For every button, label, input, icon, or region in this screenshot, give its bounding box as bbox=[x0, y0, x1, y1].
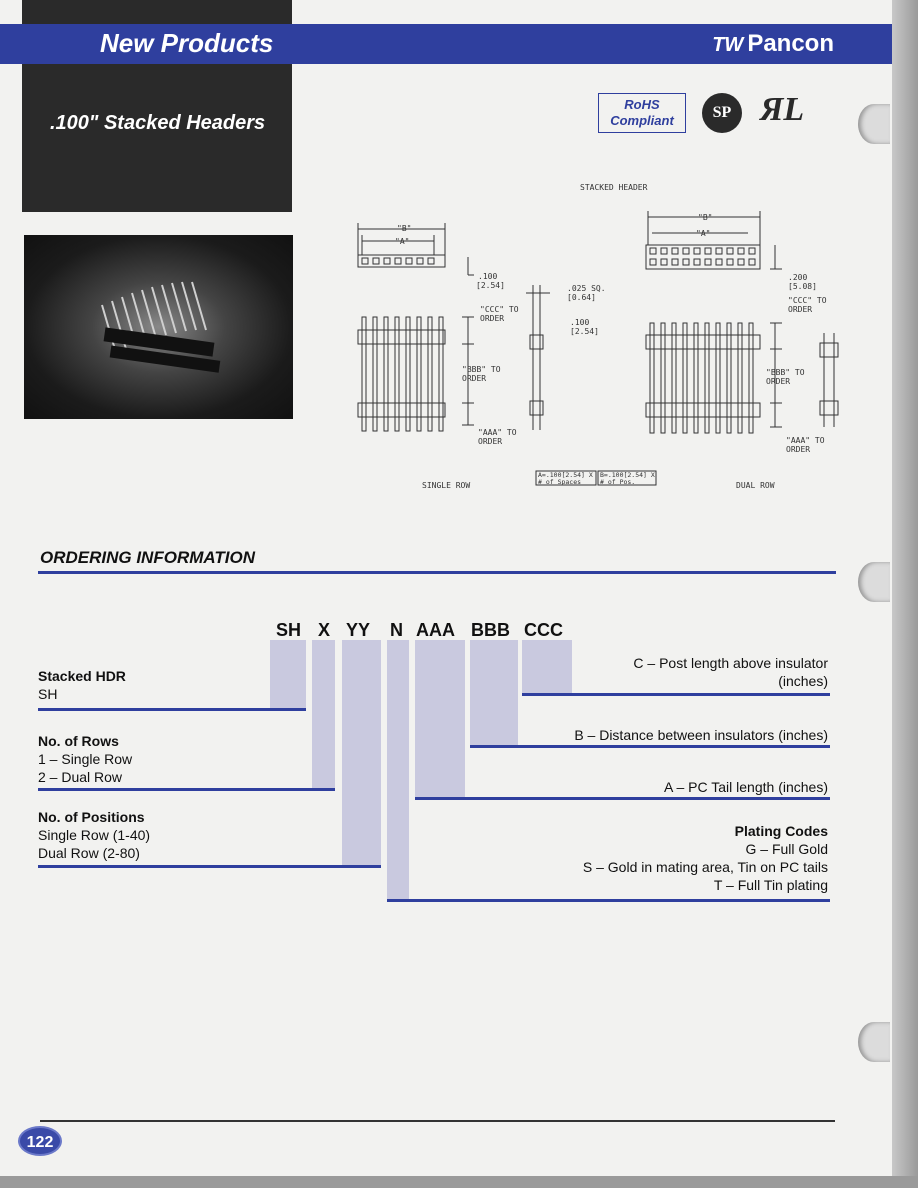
col-ccc bbox=[522, 640, 572, 694]
positions-label: No. of Positions bbox=[38, 809, 145, 825]
rule-x bbox=[38, 788, 335, 791]
brand-logo: TW Pancon bbox=[712, 30, 834, 57]
plating-option-g: G – Full Gold bbox=[745, 841, 828, 857]
ordering-title: ORDERING INFORMATION bbox=[40, 548, 256, 567]
rule-sh bbox=[38, 708, 306, 711]
formula-a: A=.100[2.54] X # of Spaces bbox=[538, 471, 593, 486]
positions-option-2: Dual Row (2-80) bbox=[38, 845, 140, 861]
dual-row-label: DUAL ROW bbox=[736, 481, 775, 490]
header-title: New Products bbox=[100, 28, 274, 58]
rule-yy bbox=[38, 865, 381, 868]
header-bar bbox=[0, 24, 892, 64]
stacked-hdr-label: Stacked HDR bbox=[38, 668, 126, 684]
pitch-254-single: [2.54] bbox=[476, 281, 505, 290]
page-edge-bottom bbox=[0, 1176, 918, 1188]
positions-option-1: Single Row (1-40) bbox=[38, 827, 151, 843]
ul-logo: ЯL bbox=[760, 91, 805, 128]
dim-a-dual: "A" bbox=[696, 229, 711, 238]
c-description: C – Post length above insulator (inches) bbox=[633, 655, 828, 689]
ccc-order-single: "CCC" TO ORDER bbox=[480, 305, 519, 323]
pin-square-size: .025 SQ. bbox=[567, 284, 606, 293]
technical-drawing bbox=[350, 205, 850, 495]
formula-b: B=.100[2.54] X # of Pos. bbox=[600, 471, 655, 486]
aaa-order-dual: "AAA" TO ORDER bbox=[786, 436, 825, 454]
rule-aaa bbox=[415, 797, 830, 800]
col-x bbox=[312, 640, 335, 790]
pitch-100-end: .100 bbox=[570, 318, 590, 327]
ccc-order-dual: "CCC" TO ORDER bbox=[788, 296, 827, 314]
binder-hole-bottom bbox=[858, 1022, 890, 1062]
rows-field bbox=[38, 732, 132, 786]
binder-hole-middle bbox=[858, 562, 890, 602]
page-number: 122 bbox=[18, 1126, 62, 1156]
single-row-label: SINGLE ROW bbox=[422, 481, 471, 490]
certification-badges bbox=[598, 93, 838, 138]
footer-rule bbox=[40, 1120, 835, 1122]
code-x: X bbox=[318, 620, 331, 640]
dim-b-dual: "B" bbox=[698, 213, 713, 222]
page-edge-right bbox=[892, 0, 918, 1188]
product-photo bbox=[24, 235, 293, 419]
code-ccc: CCC bbox=[524, 620, 563, 640]
code-bbb: BBB bbox=[471, 620, 510, 640]
dim-a-single: "A" bbox=[395, 237, 410, 246]
plating-option-s: S – Gold in mating area, Tin on PC tails bbox=[582, 859, 828, 875]
code-yy: YY bbox=[346, 620, 371, 640]
stacked-hdr-field bbox=[38, 667, 126, 703]
rule-n bbox=[387, 899, 830, 902]
pitch-100-single: .100 bbox=[478, 272, 498, 281]
col-sh bbox=[270, 640, 306, 710]
rohs-badge: RoHS Compliant bbox=[598, 93, 686, 133]
rule-ccc bbox=[522, 693, 830, 696]
col-yy bbox=[342, 640, 381, 867]
csa-logo: SP bbox=[702, 93, 742, 133]
code-aaa: AAA bbox=[416, 620, 455, 640]
product-title: .100" Stacked Headers bbox=[50, 112, 266, 134]
dim-b-single: "B" bbox=[397, 224, 412, 233]
ordering-divider bbox=[38, 571, 836, 574]
stacked-hdr-value: SH bbox=[38, 686, 58, 702]
header-pins-illustration bbox=[24, 235, 293, 419]
col-aaa bbox=[415, 640, 465, 798]
code-sh: SH bbox=[276, 620, 302, 640]
aaa-order-single: "AAA" TO ORDER bbox=[478, 428, 517, 446]
dim-200: .200 bbox=[788, 273, 808, 282]
stacked-header-label: STACKED HEADER bbox=[580, 183, 648, 192]
plating-field bbox=[583, 822, 828, 894]
plating-label: Plating Codes bbox=[734, 823, 828, 839]
rows-label: No. of Rows bbox=[38, 733, 119, 749]
dim-508: [5.08] bbox=[788, 282, 817, 291]
rule-bbb bbox=[470, 745, 830, 748]
a-description: A – PC Tail length (inches) bbox=[664, 779, 828, 795]
pitch-254-end: [2.54] bbox=[570, 327, 599, 336]
code-n: N bbox=[390, 620, 403, 640]
b-description: B – Distance between insulators (inches) bbox=[574, 727, 828, 743]
col-bbb bbox=[470, 640, 518, 746]
bbb-order-dual: "BBB" TO ORDER bbox=[766, 368, 805, 386]
binder-hole-top bbox=[858, 104, 890, 144]
col-n bbox=[387, 640, 409, 900]
rows-option-2: 2 – Dual Row bbox=[38, 769, 123, 785]
rows-option-1: 1 – Single Row bbox=[38, 751, 133, 767]
positions-field bbox=[38, 808, 150, 862]
plating-option-t: T – Full Tin plating bbox=[713, 877, 828, 893]
bbb-order-single: "BBB" TO ORDER bbox=[462, 365, 501, 383]
pin-square-metric: [0.64] bbox=[567, 293, 596, 302]
